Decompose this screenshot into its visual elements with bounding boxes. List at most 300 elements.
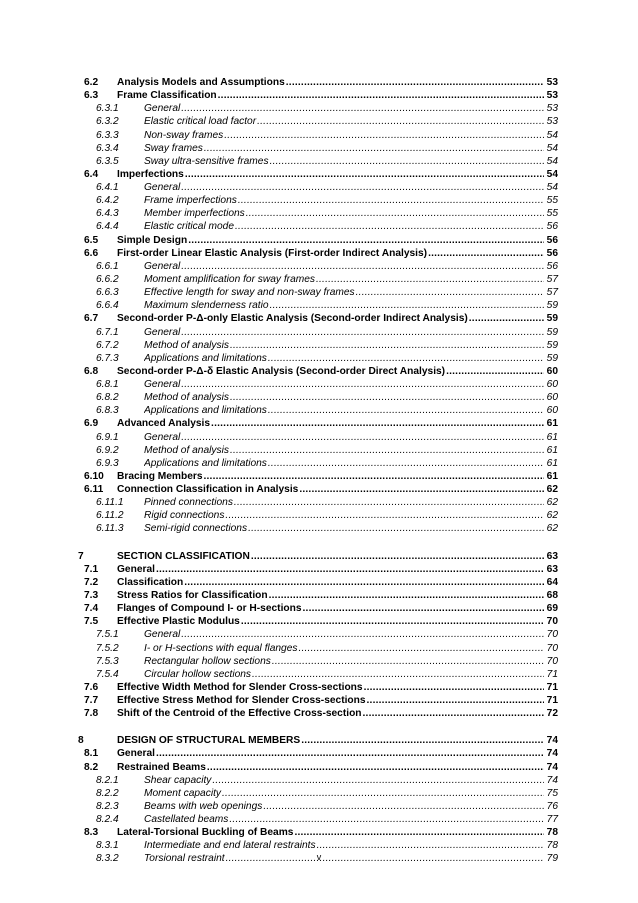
toc-entry-title-wrap bbox=[144, 444, 544, 457]
toc-entry-title-wrap bbox=[144, 220, 544, 233]
toc-entry-title: Analysis Models and Assumptions bbox=[117, 77, 285, 88]
dot-leader bbox=[181, 628, 544, 641]
toc-entry-title: Effective Stress Method for Slender Cross-sections bbox=[117, 695, 366, 706]
toc-entry-title: Classification bbox=[117, 576, 184, 588]
toc-entry[interactable] bbox=[0, 181, 638, 194]
dot-leader bbox=[263, 800, 544, 813]
toc-entry-title: Torsional restraint bbox=[144, 853, 225, 865]
toc-entry-page: 54 bbox=[546, 182, 558, 193]
toc-entry[interactable] bbox=[0, 496, 638, 509]
toc-entry-title: General bbox=[117, 563, 155, 575]
toc-entry-page: 62 bbox=[546, 497, 558, 509]
toc-entry-title: Lateral-Torsional Buckling of Beams bbox=[117, 827, 294, 839]
toc-entry-title: Non-sway frames bbox=[144, 129, 224, 141]
toc-entry-page: 53 bbox=[546, 90, 558, 102]
toc-entry[interactable] bbox=[0, 207, 638, 220]
toc-entry-title: Elastic critical mode bbox=[144, 221, 235, 233]
toc-entry-page: 54 bbox=[546, 168, 558, 180]
toc-entry-page: 60 bbox=[546, 365, 558, 377]
toc-entry-number: 6.7.3 bbox=[96, 352, 119, 364]
toc-entry-title-wrap bbox=[144, 628, 544, 641]
toc-entry-page: 62 bbox=[546, 484, 558, 495]
toc-entry-title: Member imperfections bbox=[144, 208, 245, 220]
toc-entry[interactable] bbox=[0, 129, 638, 142]
toc-entry[interactable] bbox=[0, 444, 638, 457]
toc-entry-title-wrap bbox=[117, 707, 544, 720]
toc-entry[interactable] bbox=[0, 299, 638, 312]
toc-entry-page: 60 bbox=[546, 405, 558, 417]
toc-entry-number: 6.6.1 bbox=[96, 260, 119, 272]
toc-entry-number: 6.9 bbox=[84, 418, 99, 430]
toc-entry[interactable] bbox=[0, 312, 638, 325]
toc-entry[interactable] bbox=[0, 76, 638, 89]
dot-leader bbox=[181, 102, 544, 115]
toc-entry-title-wrap bbox=[144, 155, 544, 168]
toc-entry[interactable] bbox=[0, 563, 638, 576]
dot-leader bbox=[185, 168, 544, 181]
toc-entry-title-wrap bbox=[144, 642, 544, 655]
toc-entry[interactable] bbox=[0, 431, 638, 444]
toc-entry[interactable] bbox=[0, 115, 638, 128]
toc-entry-page: 55 bbox=[546, 195, 558, 207]
toc-entry[interactable] bbox=[0, 747, 638, 760]
toc-entry-number: 6.3.2 bbox=[96, 116, 119, 128]
toc-entry[interactable] bbox=[0, 89, 638, 102]
toc-entry-page: 74 bbox=[546, 735, 558, 747]
toc-entry-title-wrap bbox=[144, 299, 544, 312]
toc-entry[interactable] bbox=[0, 470, 638, 483]
toc-entry-title: I- or H-sections with equal flanges bbox=[144, 642, 298, 654]
toc-entry-page: 62 bbox=[546, 523, 558, 535]
toc-entry-title: Sway frames bbox=[144, 142, 203, 154]
toc-entry[interactable] bbox=[0, 457, 638, 470]
dot-leader bbox=[272, 655, 544, 668]
toc-entry-number: 7 bbox=[78, 550, 84, 562]
toc-entry[interactable] bbox=[0, 576, 638, 589]
toc-entry-page: 53 bbox=[546, 103, 558, 115]
toc-entry-number: 6.8.2 bbox=[96, 392, 119, 404]
toc-entry[interactable] bbox=[0, 483, 638, 496]
toc-entry[interactable] bbox=[0, 339, 638, 352]
toc-entry-title-wrap bbox=[144, 404, 544, 417]
toc-entry-title-wrap bbox=[144, 655, 544, 668]
toc-entry[interactable] bbox=[0, 668, 638, 681]
dot-leader bbox=[238, 194, 544, 207]
toc-entry-title-wrap bbox=[144, 391, 544, 404]
toc-entry-title: Sway ultra-sensitive frames bbox=[144, 155, 269, 167]
toc-entry[interactable] bbox=[0, 761, 638, 774]
toc-entry-number: 6.3.5 bbox=[96, 155, 119, 167]
toc-entry-title-wrap bbox=[144, 774, 544, 787]
toc-entry-title-wrap bbox=[117, 694, 544, 707]
toc-entry-title: General bbox=[144, 260, 181, 272]
toc-entry-page: 71 bbox=[546, 681, 558, 693]
toc-entry-title: Beams with web openings bbox=[144, 800, 263, 812]
toc-entry[interactable] bbox=[0, 813, 638, 826]
toc-entry-page: 61 bbox=[546, 470, 558, 482]
toc-entry-title-wrap bbox=[117, 247, 544, 260]
toc-entry[interactable] bbox=[0, 168, 638, 181]
dot-leader bbox=[446, 365, 544, 378]
toc-entry-number: 6.11.3 bbox=[96, 523, 124, 535]
dot-leader bbox=[364, 681, 544, 694]
toc-entry-page: 70 bbox=[546, 642, 558, 654]
toc-entry[interactable] bbox=[0, 615, 638, 628]
toc-entry-title-wrap bbox=[144, 787, 544, 800]
toc-entry-title: General bbox=[144, 326, 181, 338]
toc-entry-page: 78 bbox=[546, 840, 558, 852]
toc-entry-title: Applications and limitations bbox=[144, 457, 267, 469]
dot-leader bbox=[270, 299, 544, 312]
toc-entry[interactable] bbox=[0, 326, 638, 339]
toc-entry-title: First-order Linear Elastic Analysis (First-order Indirect Analysis) bbox=[117, 247, 428, 259]
toc-entry-number: 7.3 bbox=[84, 589, 99, 601]
dot-leader bbox=[204, 142, 544, 155]
toc-entry-title-wrap bbox=[117, 761, 544, 774]
dot-leader bbox=[230, 391, 544, 404]
toc-entry[interactable] bbox=[0, 273, 638, 286]
toc-entry-title-wrap bbox=[144, 839, 544, 852]
toc-entry-title-wrap bbox=[144, 260, 544, 273]
dot-leader bbox=[218, 89, 544, 102]
toc-entry-page: 53 bbox=[546, 116, 558, 128]
toc-entry-number: 7.1 bbox=[84, 563, 99, 575]
toc-entry-title: General bbox=[144, 629, 181, 641]
toc-entry-page: 60 bbox=[546, 392, 558, 404]
toc-entry-title: Applications and limitations bbox=[144, 405, 267, 417]
toc-entry-page: 59 bbox=[546, 326, 558, 338]
dot-leader bbox=[235, 220, 544, 233]
toc-entry-title: Restrained Beams bbox=[117, 761, 206, 773]
toc-entry-title-wrap bbox=[144, 431, 544, 444]
toc-entry[interactable] bbox=[0, 602, 638, 615]
dot-leader bbox=[241, 615, 544, 628]
toc-entry-title-wrap bbox=[144, 352, 544, 365]
toc-entry-title: General bbox=[144, 182, 181, 193]
dot-leader bbox=[211, 417, 544, 430]
toc-entry[interactable] bbox=[0, 800, 638, 813]
toc-entry-title: Semi-rigid connections bbox=[144, 523, 248, 535]
toc-entry-number: 6.4.2 bbox=[96, 195, 119, 207]
toc-entry[interactable] bbox=[0, 681, 638, 694]
toc-entry-title: Effective length for sway and non-sway frames bbox=[144, 287, 355, 299]
toc-entry-page: 53 bbox=[546, 77, 558, 88]
toc-entry-number: 7.5.2 bbox=[96, 642, 119, 654]
toc-entry[interactable] bbox=[0, 286, 638, 299]
toc-entry-page: 59 bbox=[546, 339, 558, 351]
toc-entry-title-wrap bbox=[117, 602, 544, 615]
toc-entry-page: 76 bbox=[546, 800, 558, 812]
toc-entry-page: 62 bbox=[546, 510, 558, 522]
toc-entry-number: 8.3 bbox=[84, 827, 99, 839]
toc-entry-title-wrap bbox=[144, 142, 544, 155]
toc-entry-page: 56 bbox=[546, 234, 558, 246]
toc-entry-title-wrap bbox=[144, 813, 544, 826]
dot-leader bbox=[299, 483, 544, 496]
toc-entry-title: Simple Design bbox=[117, 234, 188, 246]
toc-entry-number: 6.3 bbox=[84, 90, 99, 102]
toc-entry[interactable] bbox=[0, 522, 638, 535]
dot-leader bbox=[181, 260, 544, 273]
toc-entry-number: 6.10 bbox=[84, 470, 104, 482]
dot-leader bbox=[316, 273, 544, 286]
toc-entry[interactable] bbox=[0, 155, 638, 168]
toc-entry-title: General bbox=[144, 431, 181, 443]
toc-entry-page: 54 bbox=[546, 142, 558, 154]
toc-entry[interactable] bbox=[0, 655, 638, 668]
toc-entry-page: 70 bbox=[546, 655, 558, 667]
toc-entry[interactable] bbox=[0, 589, 638, 602]
toc-entry-number: 6.9.1 bbox=[96, 431, 119, 443]
toc-entry-title-wrap bbox=[117, 89, 544, 102]
toc-entry[interactable] bbox=[0, 378, 638, 391]
toc-entry-title: Pinned connections bbox=[144, 497, 233, 509]
toc-entry-title: Advanced Analysis bbox=[117, 418, 211, 430]
toc-entry-title: General bbox=[144, 379, 181, 390]
dot-leader bbox=[286, 76, 544, 89]
dot-leader bbox=[181, 326, 544, 339]
toc-entry-title: Frame imperfections bbox=[144, 195, 237, 207]
toc-entry-title-wrap bbox=[117, 365, 544, 378]
toc-entry-number: 6.2 bbox=[84, 77, 99, 88]
toc-entry-title: General bbox=[144, 103, 181, 115]
toc-entry-number: 7.2 bbox=[84, 576, 99, 588]
toc-entry-number: 7.4 bbox=[84, 603, 99, 615]
toc-entry-number: 7.5 bbox=[84, 616, 99, 628]
dot-leader bbox=[248, 522, 544, 535]
toc-entry-title-wrap bbox=[117, 734, 544, 747]
toc-entry[interactable] bbox=[0, 391, 638, 404]
toc-entry-title: DESIGN OF STRUCTURAL MEMBERS bbox=[117, 735, 301, 747]
toc-entry-title: Shift of the Centroid of the Effective Cross-section bbox=[117, 708, 362, 720]
toc-entry-number: 6.9.3 bbox=[96, 457, 119, 469]
toc-entry-page: 71 bbox=[546, 695, 558, 706]
toc-entry-page: 61 bbox=[546, 431, 558, 443]
dot-leader bbox=[294, 826, 544, 839]
toc-entry-title-wrap bbox=[117, 576, 544, 589]
dot-leader bbox=[356, 286, 544, 299]
toc-entry-title-wrap bbox=[144, 115, 544, 128]
dot-leader bbox=[268, 457, 544, 470]
dot-leader bbox=[181, 378, 544, 391]
toc-entry[interactable] bbox=[0, 417, 638, 430]
toc-entry-title: Imperfections bbox=[117, 168, 184, 180]
dot-leader bbox=[363, 707, 544, 720]
toc-entry-number: 7.5.3 bbox=[96, 655, 119, 667]
toc-entry-number: 6.4.3 bbox=[96, 208, 119, 220]
dot-leader bbox=[230, 444, 544, 457]
dot-leader bbox=[270, 155, 544, 168]
toc-entry[interactable] bbox=[0, 234, 638, 247]
toc-entry-title: SECTION CLASSIFICATION bbox=[117, 550, 250, 562]
dot-leader bbox=[156, 563, 544, 576]
toc-entry[interactable] bbox=[0, 628, 638, 641]
toc-entry-title-wrap bbox=[117, 826, 544, 839]
dot-leader bbox=[317, 839, 544, 852]
dot-leader bbox=[222, 787, 544, 800]
toc-entry-page: 79 bbox=[546, 853, 558, 865]
dot-leader bbox=[230, 339, 544, 352]
toc-entry[interactable] bbox=[0, 365, 638, 378]
toc-entry-number: 8.2.4 bbox=[96, 814, 119, 825]
toc-entry[interactable] bbox=[0, 142, 638, 155]
toc-entry-title-wrap bbox=[117, 483, 544, 496]
dot-leader bbox=[204, 470, 545, 483]
toc-entry[interactable] bbox=[0, 774, 638, 787]
toc-entry-title: Maximum slenderness ratio bbox=[144, 300, 269, 312]
toc-entry-number: 6.7.1 bbox=[96, 326, 119, 338]
toc-entry-number: 6.9.2 bbox=[96, 444, 119, 456]
toc-entry-page: 61 bbox=[546, 418, 558, 430]
dot-leader bbox=[224, 129, 544, 142]
toc-entry-number: 8.1 bbox=[84, 748, 99, 760]
toc-entry[interactable] bbox=[0, 694, 638, 707]
toc-entry[interactable] bbox=[0, 550, 638, 563]
toc-entry-number: 6.6.4 bbox=[96, 300, 119, 312]
toc-entry-number: 6.4.4 bbox=[96, 221, 119, 233]
toc-entry[interactable] bbox=[0, 102, 638, 115]
dot-leader bbox=[212, 774, 544, 787]
dot-leader bbox=[298, 642, 544, 655]
toc-entry-page: 60 bbox=[546, 379, 558, 390]
toc-entry-title-wrap bbox=[144, 286, 544, 299]
dot-leader bbox=[229, 813, 544, 826]
dot-leader bbox=[303, 602, 544, 615]
toc-entry-number: 7.5.1 bbox=[96, 629, 119, 641]
toc-entry-title-wrap bbox=[117, 747, 544, 760]
toc-entry[interactable] bbox=[0, 352, 638, 365]
dot-leader bbox=[428, 247, 544, 260]
toc-entry-page: 57 bbox=[546, 287, 558, 299]
toc-entry-title: Rectangular hollow sections bbox=[144, 655, 271, 667]
toc-entry-number: 6.11 bbox=[84, 484, 104, 495]
toc-entry-title: Shear capacity bbox=[144, 774, 212, 786]
toc-entry-page: 64 bbox=[546, 576, 558, 588]
page-number: v bbox=[316, 852, 322, 862]
toc-entry-number: 6.3.1 bbox=[96, 103, 119, 115]
toc-entry-title-wrap bbox=[117, 168, 544, 181]
toc-entry-title-wrap bbox=[117, 312, 544, 325]
toc-entry-title-wrap bbox=[117, 589, 544, 602]
toc-entry[interactable] bbox=[0, 404, 638, 417]
toc-entry-title-wrap bbox=[117, 417, 544, 430]
toc-entry[interactable] bbox=[0, 194, 638, 207]
toc-entry-number: 6.11.1 bbox=[96, 497, 124, 509]
toc-entry-title: Effective Width Method for Slender Cross-sections bbox=[117, 681, 363, 693]
toc-entry[interactable] bbox=[0, 509, 638, 522]
toc-entry-page: 74 bbox=[546, 748, 558, 760]
toc-entry-number: 7.5.4 bbox=[96, 668, 119, 680]
dot-leader bbox=[469, 312, 544, 325]
toc-entry-title-wrap bbox=[144, 326, 544, 339]
toc-entry-number: 6.8.3 bbox=[96, 405, 119, 417]
toc-entry-title: Second-order P-Δ-δ Elastic Analysis (Second-order Direct Analysis) bbox=[117, 365, 446, 377]
toc-entry-title-wrap bbox=[117, 563, 544, 576]
toc-entry-title: Bracing Members bbox=[117, 470, 203, 482]
toc-entry-page: 72 bbox=[546, 708, 558, 720]
toc-entry-title: Stress Ratios for Classification bbox=[117, 589, 268, 601]
toc-entry-title: General bbox=[117, 748, 155, 760]
dot-leader bbox=[257, 115, 544, 128]
toc-entry-page: 61 bbox=[546, 444, 558, 456]
toc-entry-title-wrap bbox=[144, 522, 544, 535]
toc-entry[interactable] bbox=[0, 734, 638, 747]
toc-entry-title: Flanges of Compound I- or H-sections bbox=[117, 603, 302, 615]
toc-entry-number: 6.7.2 bbox=[96, 339, 119, 351]
toc-entry[interactable] bbox=[0, 826, 638, 839]
toc-entry-title-wrap bbox=[117, 681, 544, 694]
toc-entry-title: Method of analysis bbox=[144, 444, 229, 456]
toc-entry-title-wrap bbox=[144, 129, 544, 142]
toc-entry-number: 6.6 bbox=[84, 247, 99, 259]
toc-entry-title: Circular hollow sections bbox=[144, 668, 252, 680]
toc-entry-title-wrap bbox=[144, 273, 544, 286]
toc-entry-page: 70 bbox=[546, 616, 558, 628]
dot-leader bbox=[234, 496, 544, 509]
toc-entry-title-wrap bbox=[144, 339, 544, 352]
toc-entry-title: Effective Plastic Modulus bbox=[117, 616, 240, 628]
toc-entry-title: Elastic critical load factor bbox=[144, 116, 257, 128]
toc-entry-title: Intermediate and end lateral restraints bbox=[144, 840, 316, 852]
toc-entry-page: 59 bbox=[546, 313, 558, 325]
toc-entry-title-wrap bbox=[117, 234, 544, 247]
toc-entry-page: 61 bbox=[546, 457, 558, 469]
toc-entry-title: Applications and limitations bbox=[144, 352, 267, 364]
toc-entry-page: 57 bbox=[546, 273, 558, 285]
toc-entry[interactable] bbox=[0, 642, 638, 655]
dot-leader bbox=[269, 589, 544, 602]
toc-entry-title: Moment amplification for sway frames bbox=[144, 273, 315, 285]
toc-entry-page: 75 bbox=[546, 787, 558, 799]
toc-entry-page: 74 bbox=[546, 774, 558, 786]
dot-leader bbox=[268, 352, 544, 365]
toc-entry-number: 8.3.1 bbox=[96, 840, 119, 852]
toc-entry-title-wrap bbox=[144, 457, 544, 470]
toc-entry[interactable] bbox=[0, 787, 638, 800]
toc-entry-number: 6.6.3 bbox=[96, 287, 119, 299]
toc-entry[interactable] bbox=[0, 839, 638, 852]
toc-entry-number: 8.2.1 bbox=[96, 774, 119, 786]
toc-entry-page: 54 bbox=[546, 155, 558, 167]
toc-entry-title-wrap bbox=[144, 207, 544, 220]
toc-entry-page: 63 bbox=[546, 563, 558, 575]
toc-entry-page: 59 bbox=[546, 352, 558, 364]
toc-entry-number: 6.8.1 bbox=[96, 379, 119, 390]
toc-entry-number: 6.8 bbox=[84, 365, 99, 377]
toc-entry[interactable] bbox=[0, 247, 638, 260]
dot-leader bbox=[181, 181, 544, 194]
dot-leader bbox=[252, 668, 544, 681]
toc-entry-title: Moment capacity bbox=[144, 787, 222, 799]
toc-entry-number: 6.6.2 bbox=[96, 273, 119, 285]
toc-entry-title-wrap bbox=[144, 181, 544, 194]
toc-entry[interactable] bbox=[0, 220, 638, 233]
toc-entry-title-wrap bbox=[144, 509, 544, 522]
toc-entry-number: 8.2 bbox=[84, 761, 99, 773]
dot-leader bbox=[251, 550, 544, 563]
dot-leader bbox=[225, 509, 544, 522]
toc-entry[interactable] bbox=[0, 260, 638, 273]
toc-entry-title-wrap bbox=[144, 194, 544, 207]
toc-entry-number: 6.4.1 bbox=[96, 182, 119, 193]
toc-entry-page: 63 bbox=[546, 550, 558, 562]
toc-entry-title-wrap bbox=[144, 102, 544, 115]
toc-entry-title-wrap bbox=[144, 378, 544, 391]
toc-entry[interactable] bbox=[0, 707, 638, 720]
dot-leader bbox=[184, 576, 544, 589]
toc-entry-number: 7.6 bbox=[84, 681, 99, 693]
dot-leader bbox=[301, 734, 544, 747]
